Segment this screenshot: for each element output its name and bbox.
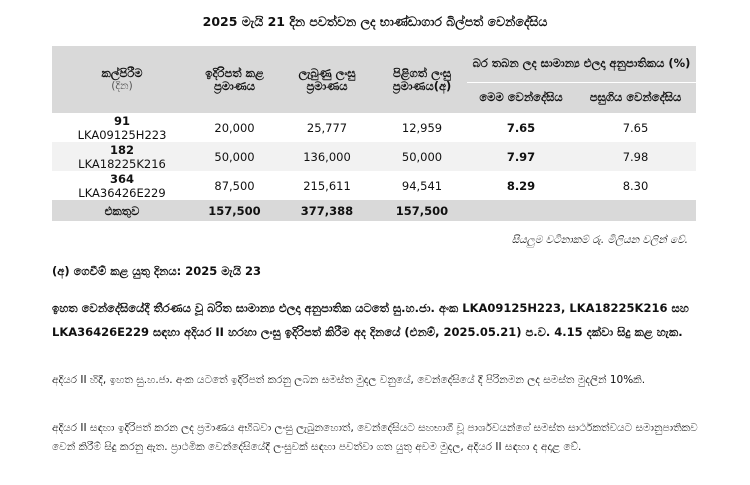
tenor-days: 182 [109, 142, 134, 157]
table-row [52, 113, 696, 142]
tenor-days: 364 [109, 171, 134, 186]
offered-value: 87,500 [214, 178, 255, 193]
header-this-auction: මෙම වෙන්දේසිය [467, 82, 575, 113]
total-accepted: 157,500 [377, 200, 467, 221]
this-auction-rate: 7.97 [467, 142, 575, 171]
tenor-days: 91 [113, 113, 130, 128]
last-auction-rate: 7.98 [575, 142, 696, 171]
total-offered: 157,500 [192, 200, 277, 221]
received-value: 136,000 [277, 142, 377, 171]
tenor-cell [52, 113, 192, 142]
accepted-value: 94,541 [401, 178, 443, 193]
currency-note: සියලුම වටිනාකම් රු. මිලියන වලින් වේ. [511, 234, 688, 246]
last-auction-rate: 8.30 [622, 178, 649, 193]
this-auction-rate: 7.65 [506, 120, 536, 135]
this-auction-rate: 8.29 [506, 178, 536, 193]
header-maturity-unit: (දින) [111, 79, 133, 92]
isin-code: LKA36426E229 [78, 185, 166, 200]
phase-two-amount-paragraph: අදියර II හිදී, ඉහත සු.හ.ජා. අංක යටතේ ඉදිරිපත් කරනු ලබන සමස්ත මුදල වනුයේ, වෙන්දේසියේ දී පිරිනමන ලද සමස්ත මුදලින් 10%කි. [52, 374, 646, 386]
received-value: 25,777 [306, 120, 348, 135]
tenor-cell [52, 171, 192, 200]
header-maturity: කල්පිරීම (දින) [52, 46, 192, 113]
phase-two-paragraph: ඉහත වෙන්දේසියේදී තීරණය වූ බරිත සාමාන්‍ය එලදා අනුපාතික යටතේ සු.හ.ජා. අංක LKA09125H223, LKA18225K216 සහ LKA36426E229 සඳහා අදියර II හරහා ලංසු ඉදිරිපත් කිරීම අද දිනයේ (එනම්, 2025.05.21) ප.ව. 4.15 දක්වා සිදු කළ හැක. [52, 301, 689, 339]
auction-title: 2025 මැයි 21 දින පවත්වන ලද භාණ්ඩාගාර බිල්පත් වෙන්දේසිය [202, 14, 548, 29]
header-received: ලැබුණු ලංසු ප්‍රමාණය [277, 46, 377, 113]
table-row [52, 171, 696, 200]
received-value: 215,611 [303, 178, 351, 193]
accepted-value: 50,000 [377, 142, 467, 171]
tenor-cell [52, 142, 192, 171]
settlement-date: (අ) ගෙවීම් කළ යුතු දිනය: 2025 මැයි 23 [52, 264, 261, 278]
header-offered: ඉදිරිපත් කළ ප්‍රමාණය [192, 46, 277, 113]
table-row [52, 142, 696, 171]
table-header-row [52, 46, 696, 82]
header-accepted: පිළිගත් ලංසු ප්‍රමාණය(අ) [377, 46, 467, 113]
total-empty-cell [575, 200, 696, 221]
offered-value: 20,000 [214, 120, 255, 135]
total-label: එකතුව [52, 200, 192, 221]
last-auction-rate: 7.65 [622, 120, 649, 135]
total-row [52, 200, 696, 221]
isin-code: LKA18225K216 [78, 156, 166, 171]
accepted-value: 12,959 [401, 120, 443, 135]
allocation-paragraph: අදියර II සඳහා ඉදිරිපත් කරන ලද ප්‍රමාණය අභිබවා ලංසු ලැබුනහොත්, වෙන්දේසියට සහභාගී වූ පාර්ශවයන්ගේ සමස්ත සාර්ථකත්වයට සමානුපාතිකව වෙන් කිරීම් සිදු කරනු ඇත. ප්‍රාථමික වෙන්දේසියේදී ලංසුවක් සඳහා පවත්වා ගත යුතු අවම මුදල, අදියර II සඳහා ද අදාළ වේ. [52, 422, 698, 453]
auction-results-table [52, 46, 696, 221]
isin-code: LKA09125H223 [77, 127, 167, 142]
total-empty-cell [467, 200, 575, 221]
header-wayr-group: බර තබන ලද සාමාන්‍ය එලදා අනුපාතිකය (%) [467, 46, 696, 82]
header-last-auction: පසුගිය වෙන්දේසිය [575, 82, 696, 113]
total-received: 377,388 [277, 200, 377, 221]
offered-value: 50,000 [192, 142, 277, 171]
